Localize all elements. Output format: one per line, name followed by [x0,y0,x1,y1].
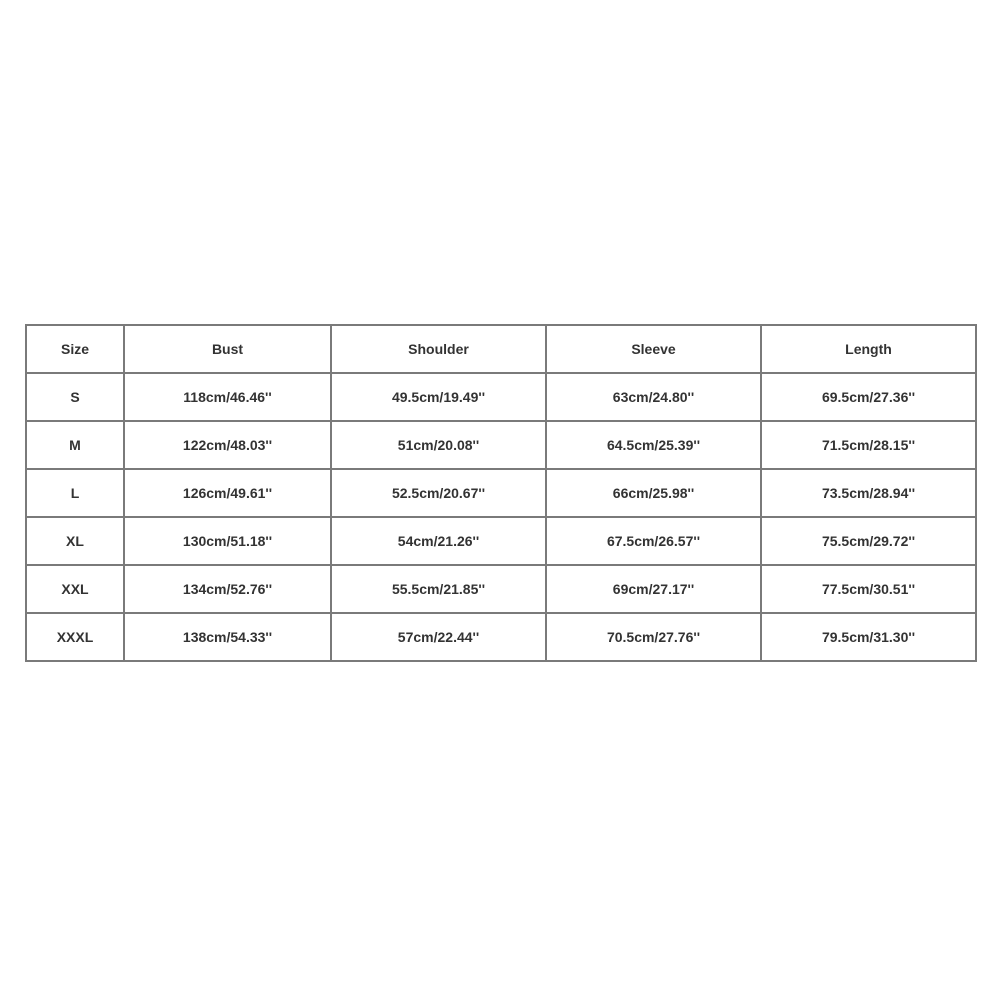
shoulder-cell: 57cm/22.44'' [331,613,546,661]
header-length: Length [761,325,976,373]
size-cell: XXL [26,565,124,613]
sleeve-cell: 70.5cm/27.76'' [546,613,761,661]
bust-cell: 126cm/49.61'' [124,469,331,517]
header-size: Size [26,325,124,373]
bust-cell: 130cm/51.18'' [124,517,331,565]
bust-cell: 122cm/48.03'' [124,421,331,469]
header-sleeve: Sleeve [546,325,761,373]
header-shoulder: Shoulder [331,325,546,373]
sleeve-cell: 67.5cm/26.57'' [546,517,761,565]
sleeve-cell: 69cm/27.17'' [546,565,761,613]
size-cell: L [26,469,124,517]
table-row [26,469,976,517]
table-row [26,613,976,661]
length-cell: 71.5cm/28.15'' [761,421,976,469]
sleeve-cell: 63cm/24.80'' [546,373,761,421]
shoulder-cell: 52.5cm/20.67'' [331,469,546,517]
length-cell: 79.5cm/31.30'' [761,613,976,661]
size-cell: S [26,373,124,421]
table-row [26,421,976,469]
bust-cell: 118cm/46.46'' [124,373,331,421]
size-chart-table [25,324,977,662]
table-row [26,565,976,613]
size-cell: XXXL [26,613,124,661]
size-cell: XL [26,517,124,565]
bust-cell: 134cm/52.76'' [124,565,331,613]
shoulder-cell: 51cm/20.08'' [331,421,546,469]
shoulder-cell: 54cm/21.26'' [331,517,546,565]
sleeve-cell: 66cm/25.98'' [546,469,761,517]
header-bust: Bust [124,325,331,373]
sleeve-cell: 64.5cm/25.39'' [546,421,761,469]
length-cell: 69.5cm/27.36'' [761,373,976,421]
length-cell: 77.5cm/30.51'' [761,565,976,613]
shoulder-cell: 49.5cm/19.49'' [331,373,546,421]
table-row [26,373,976,421]
size-cell: M [26,421,124,469]
length-cell: 73.5cm/28.94'' [761,469,976,517]
length-cell: 75.5cm/29.72'' [761,517,976,565]
table-row [26,517,976,565]
shoulder-cell: 55.5cm/21.85'' [331,565,546,613]
table-header-row [26,325,976,373]
bust-cell: 138cm/54.33'' [124,613,331,661]
